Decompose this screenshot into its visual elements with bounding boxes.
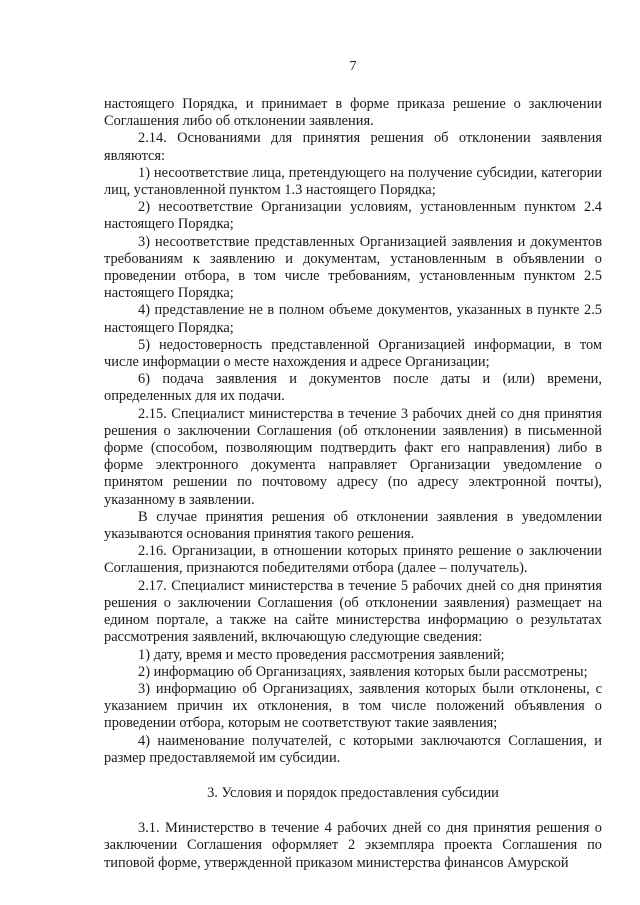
paragraph-rejection-notice: В случае принятия решения об отклонении заявления в уведомлении указываются основания принятия такого решения. <box>104 508 602 543</box>
info-item-1: 1) дату, время и место проведения рассмотрения заявлений; <box>138 646 505 663</box>
info-item-4: 4) наименование получателей, с которыми заключаются Соглашения, и размер предоставляемой им субсидии. <box>104 732 602 766</box>
page-number: 7 <box>349 59 357 74</box>
list-item-4: 4) представление не в полном объеме документов, указанных в пункте 2.5 настоящего Порядка; <box>104 302 602 336</box>
list-item-2: 2) несоответствие Организации условиям, установленным пунктом 2.4 настоящего Порядка; <box>104 199 602 233</box>
section-title: 3. Условия и порядок предоставления субсидии <box>207 784 499 801</box>
paragraph-2-17: 2.17. Специалист министерства в течение 5 рабочих дней со дня принятия решения о заключении Соглашения (об отклонении заявления) размещает на едином портале, а также на сайте министерства информацию о результатах рассмотрения заявлений, включающую следующие сведения: <box>104 577 602 646</box>
list-item-1: 1) несоответствие лица, претендующего на получение субсидии, категории лиц, установленной пунктом 1.3 настоящего Порядка; <box>104 164 602 199</box>
list-item-3: 3) несоответствие представленных Организацией заявления и документов требованиям к заявлению и документам, установленным в объявлении о проведении отбора, в том числе требованиям, установленным пунктом 2.5 настоящего Порядка; <box>104 233 602 302</box>
paragraph-2-15: 2.15. Специалист министерства в течение 3 рабочих дней со дня принятия решения о заключении Соглашения (об отклонении заявления) в письменной форме (способом, позволяющим подтвердить факт его направления) либо в форме электронного документа направляет Организации уведомление о принятом решении по почтовому адресу (по адресу электронной почты), указанному в заявлении. <box>104 405 602 508</box>
document-body <box>104 96 602 872</box>
paragraph-2-16: 2.16. Организации, в отношении которых принято решение о заключении Соглашения, признаются победителями отбора (далее – получатель). <box>104 543 602 577</box>
paragraph-2-14: 2.14. Основаниями для принятия решения об отклонении заявления являются: <box>104 130 602 164</box>
paragraph-3-1: 3.1. Министерство в течение 4 рабочих дней со дня принятия решения о заключении Соглашения оформляет 2 экземпляра проекта Соглашения по типовой форме, утвержденной приказом министерства финансов Амурской <box>104 820 602 871</box>
list-item-6: 6) подача заявления и документов после даты и (или) времени, определенных для их подачи. <box>104 371 602 405</box>
info-item-2: 2) информацию об Организациях, заявления которых были рассмотрены; <box>138 663 588 680</box>
paragraph-continuation: настоящего Порядка, и принимает в форме приказа решение о заключении Соглашения либо об отклонении заявления. <box>104 96 602 130</box>
info-item-3: 3) информацию об Организациях, заявления которых были отклонены, с указанием причин их отклонения, в том числе положений объявления о проведении отбора, которым не соответствуют такие заявления; <box>104 680 602 732</box>
list-item-5: 5) недостоверность представленной Организацией информации, в том числе информации о месте нахождения и адресе Организации; <box>104 336 602 371</box>
